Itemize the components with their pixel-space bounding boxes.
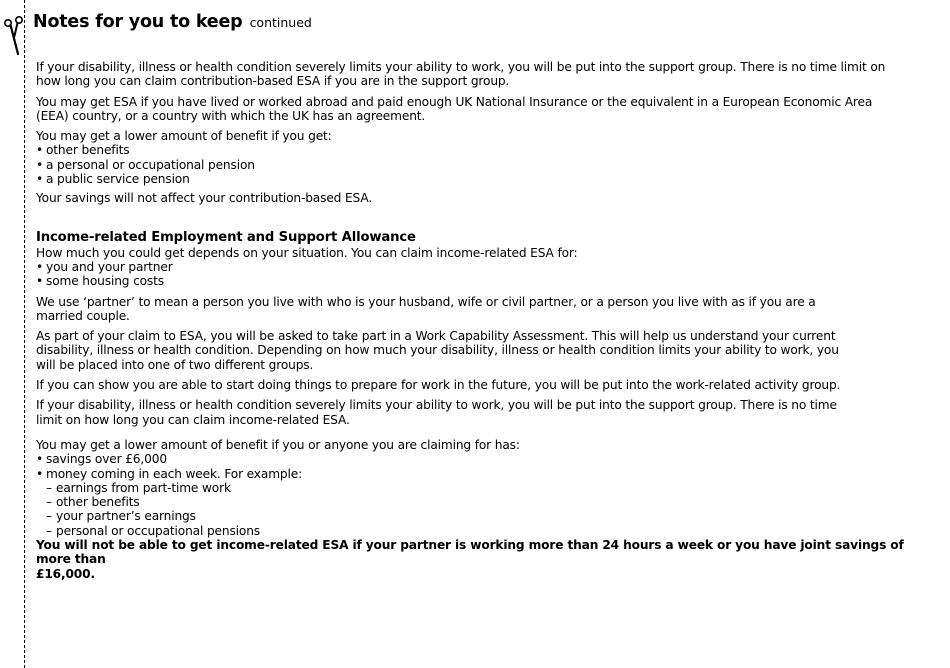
list-item: • some housing costs <box>36 274 926 288</box>
list-item: – personal or occupational pensions <box>36 524 926 538</box>
cut-line <box>24 0 25 668</box>
work-related-paragraph: If you can show you are able to start doing things to prepare for work in the future, you will be put into the work-related activity group. <box>36 378 841 393</box>
list-item: – earnings from part-time work <box>36 481 926 495</box>
list-item: • a public service pension <box>36 172 926 186</box>
continued-label: continued <box>249 15 312 30</box>
list-item: – your partner’s earnings <box>36 509 926 523</box>
income-lower-list <box>36 452 926 481</box>
abroad-paragraph: You may get ESA if you have lived or worked abroad and paid enough UK National Insurance or the equivalent in a European Economic Area (EEA) country, or a country with which the UK has an agreement. <box>36 94 873 123</box>
contribution-support-group-paragraph: If your disability, illness or health condition severely limits your ability to work, you will be put into the support group. There is no time limit on how long you can claim contribution-based ESA if you are in the support group. <box>36 60 886 89</box>
notes-content <box>36 60 926 581</box>
contribution-lower-intro: You may get a lower amount of benefit if you get: <box>36 129 332 144</box>
contribution-lower-list <box>36 143 926 186</box>
list-item: • you and your partner <box>36 260 926 274</box>
list-item: • money coming in each week. For example: <box>36 467 926 481</box>
income-intro: How much you could get depends on your situation. You can claim income-related ESA for: <box>36 245 578 260</box>
income-section-heading: Income-related Employment and Support Allowance <box>36 229 416 245</box>
list-item: • savings over £6,000 <box>36 452 926 466</box>
partner-definition-paragraph: We use ‘partner’ to mean a person you live with who is your husband, wife or civil partner, or a person you live with as if you are a married couple. <box>36 294 816 323</box>
income-support-group-paragraph: If your disability, illness or health condition severely limits your ability to work, you will be put into the support group. There is no time limit on how long you can claim income-related ESA. <box>36 398 837 427</box>
income-examples-list <box>36 481 926 538</box>
scissors-icon <box>2 14 28 58</box>
list-item: • other benefits <box>36 143 926 157</box>
savings-paragraph: Your savings will not affect your contribution-based ESA. <box>36 191 373 206</box>
list-item: – other benefits <box>36 495 926 509</box>
page-header <box>33 12 312 32</box>
page-title: Notes for you to keep <box>33 12 243 32</box>
income-claim-list <box>36 260 926 289</box>
list-item: • a personal or occupational pension <box>36 158 926 172</box>
wca-paragraph: As part of your claim to ESA, you will be asked to take part in a Work Capability Assessment. This will help us understand your current disability, illness or health condition. Depending on how much your disability, illness or health condition limits your ability to work, you will be placed into one of two different groups. <box>36 329 839 372</box>
income-lower-intro: You may get a lower amount of benefit if you or anyone you are claiming for has: <box>36 437 520 452</box>
partner-savings-warning: You will not be able to get income-related ESA if your partner is working more than 24 hours a week or you have joint savings of more than £16,000. <box>36 538 904 581</box>
